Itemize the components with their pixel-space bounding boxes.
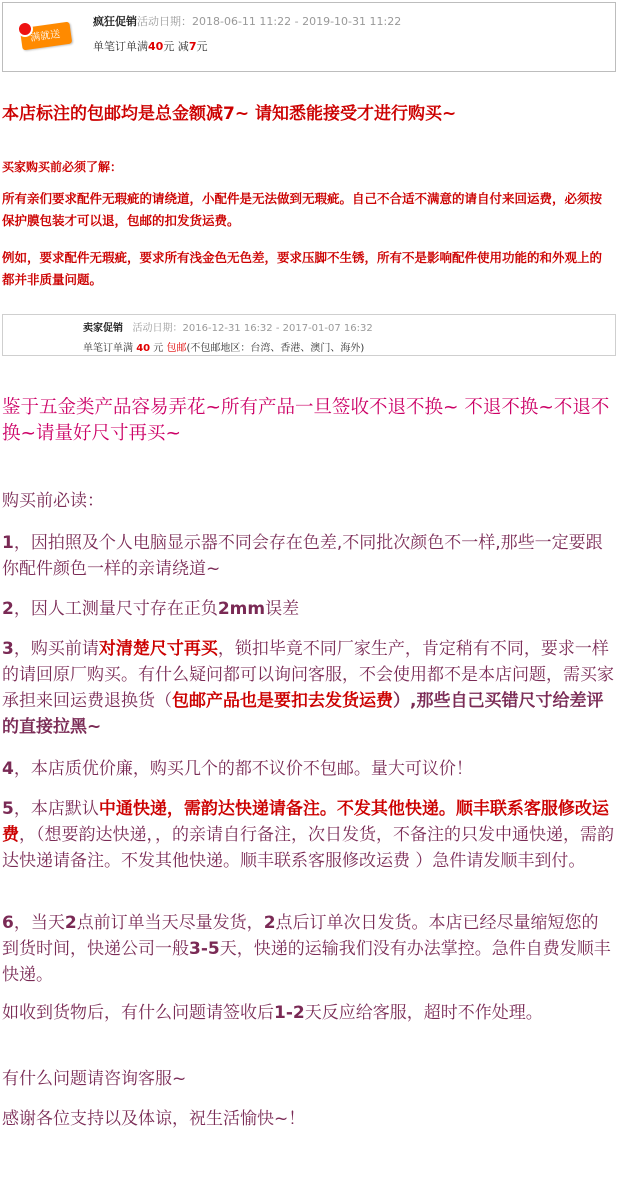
item-highlight: 中通快递，需韵达快递请备注。不发其他快递。顺丰联系客服修改运费 (2, 799, 609, 845)
item-text: 点后订单次日发货。本店已经尽量缩短您的到货时间，快递公司一般 (2, 913, 599, 959)
item-number: 1 (2, 533, 14, 553)
promo2-excluded: (不包邮地区：台湾、香港、澳门、海外) (186, 343, 365, 354)
promo-time-label: 活动日期： (137, 15, 192, 28)
item-text: ，因人工测量尺寸存在正负 (13, 599, 218, 619)
read-item-4 (2, 756, 614, 782)
promo2-rule-prefix: 单笔订单满 (83, 343, 137, 354)
item-text: ，锁扣毕竟不同厂家生产，肯定稍有不同，要求一样的请回原厂购买。有什么疑问都可以询问客服，不会使用都不是本店问题，需买家承担来回运费退换货（ (2, 639, 614, 711)
full-gift-badge (15, 17, 73, 49)
item-text: 误差 (265, 599, 300, 619)
promo2-name: 卖家促销 (83, 323, 123, 334)
promo-box-free-shipping (2, 314, 616, 356)
read-item-1 (2, 530, 614, 582)
buyer-must-know-heading: 买家购买前必须了解： (2, 160, 123, 174)
item-highlight: 对清楚尺寸再买 (98, 639, 218, 659)
item-text: 天反应给客服，超时不作处理。 (304, 1003, 543, 1023)
item-text: ，当天 (13, 913, 65, 933)
promo-header (93, 13, 401, 29)
promo2-header (83, 319, 373, 334)
item-highlight: 2 (263, 913, 276, 933)
item-number: 4 (2, 759, 14, 779)
item-highlight: 2 (64, 913, 77, 933)
rule-unit: 元 (163, 40, 175, 53)
item-text: ，（想要韵达快递，，的亲请自行备注，次日发货，不备注的只发中通快递，需韵达快递请备注。不发其他快递。顺丰联系客服修改运费 ）急件请发顺丰到付。 (2, 825, 614, 871)
read-item-5 (2, 796, 614, 874)
read-item-2 (2, 596, 614, 622)
item-highlight: 2mm (217, 599, 266, 619)
buyer-para-2: 例如，要求配件无瑕疵，要求所有浅金色无色差，要求压脚不生锈，所有不是影响配件使用功能的和外观上的都并非质量问题。 (2, 250, 603, 287)
read-item-3 (2, 636, 614, 740)
promo-time-range: 2018-06-11 11:22 - 2019-10-31 11:22 (192, 15, 402, 28)
item-number: 2 (2, 599, 14, 619)
item-highlight: 3-5 (189, 939, 220, 959)
rule-reduce-label: 减 (174, 40, 189, 53)
promo-box-full-reduction (2, 2, 616, 72)
item-text: ，本店默认 (13, 799, 99, 819)
thanks-note: 感谢各位支持以及体谅，祝生活愉快~！ (2, 1109, 306, 1129)
item-number: 5 (2, 799, 14, 819)
promo2-unit: 元 (150, 343, 167, 354)
item-text: ）,那些自己买错尺寸给差评的直接拉黑~ (2, 691, 604, 737)
item-text: 天，快递的运输我们没有办法掌控。急件自费发顺丰快递。 (2, 939, 611, 985)
promo-rule (93, 38, 207, 54)
rule-reduce-amount: 7 (188, 40, 197, 53)
read-item-6 (2, 910, 614, 988)
promo2-free-label: 包邮 (166, 343, 187, 354)
rule-prefix: 单笔订单满 (93, 40, 148, 53)
promo-name: 疯狂促销 (93, 15, 137, 28)
item-number: 6 (2, 913, 14, 933)
promo2-rule (83, 339, 364, 354)
item-text: 如收到货物后，有什么问题请签收后 (2, 1003, 274, 1023)
rule-threshold: 40 (148, 40, 164, 53)
after-receipt-note (2, 1000, 614, 1026)
item-highlight: 包邮产品也是要扣去发货运费 (172, 691, 393, 711)
read-before-heading: 购买前必读： (2, 491, 104, 511)
promo2-time-label: 活动日期： (132, 323, 183, 334)
item-text: ，购买前请 (13, 639, 99, 659)
rule-reduce-unit: 元 (196, 40, 208, 53)
shipping-notice: 本店标注的包邮均是总金额减7~ 请知悉能接受才进行购买~ (2, 104, 457, 124)
item-text: ，因拍照及个人电脑显示器不同会存在色差,不同批次颜色不一样,那些一定要跟你配件颜色一样的亲请绕道~ (2, 533, 603, 579)
promo2-time-range: 2016-12-31 16:32 - 2017-01-07 16:32 (182, 323, 373, 334)
hardware-note: 鉴于五金类产品容易弄花~所有产品一旦签收不退不换~ 不退不换~不退不换~请量好尺寸再买~ (2, 397, 610, 444)
item-highlight: 1-2 (274, 1003, 305, 1023)
item-text: ，本店质优价廉，购买几个的都不议价不包邮。量大可议价！ (13, 759, 473, 779)
item-number: 3 (2, 639, 14, 659)
buyer-para-1: 所有亲们要求配件无瑕疵的请绕道，小配件是无法做到无瑕疵。自己不合适不满意的请自付来回运费，必须按保护膜包装才可以退，包邮的扣发货运费。 (2, 191, 603, 228)
promo2-threshold: 40 (136, 343, 151, 354)
badge-label: 满就送 (29, 28, 61, 45)
item-text: 点前订单当天尽量发货， (76, 913, 264, 933)
ask-service-note: 有什么问题请咨询客服~ (2, 1069, 187, 1089)
